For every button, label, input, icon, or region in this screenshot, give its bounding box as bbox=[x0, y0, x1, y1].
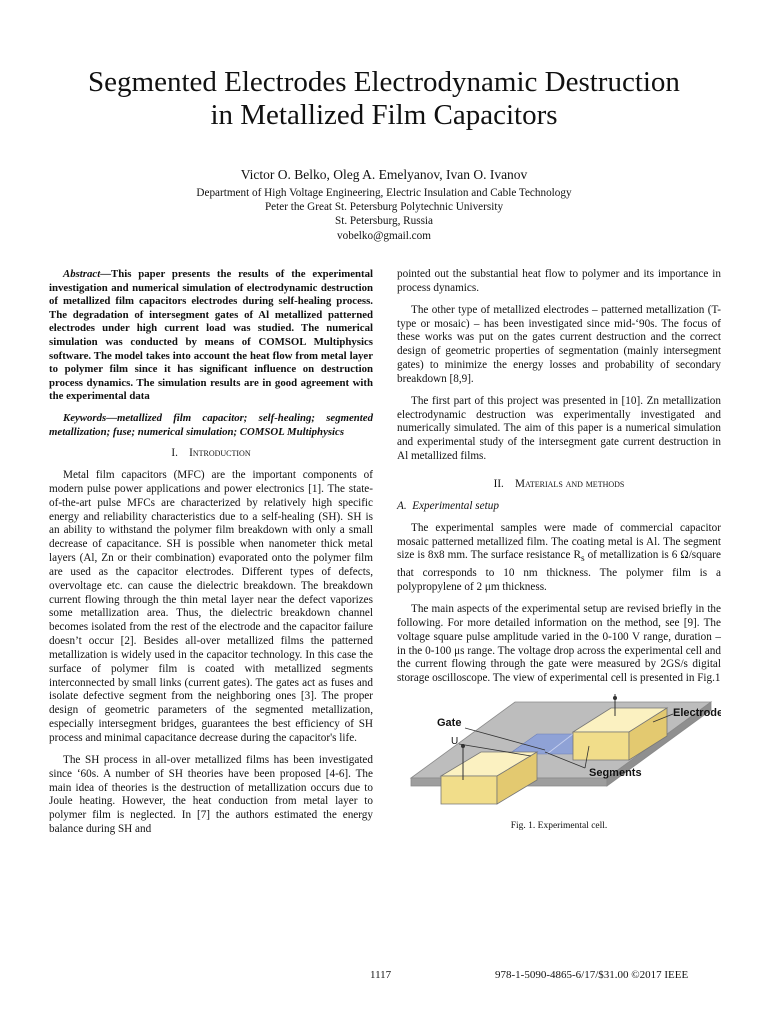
right-column bbox=[397, 268, 721, 842]
section-1-number: I. bbox=[171, 447, 178, 460]
section-2-paragraph-2: The main aspects of the experimental setup are revised briefly in the following. For more detailed information on the method, see [9]. The voltage square pulse amplitude varied in the 0-100 V range, duration – in the 0-100 μs range. The voltage drop across the experimental cell and the current flowing through the gate were measured by 2GS/s digital storage oscilloscope. The view of experimental cell is presented in Fig.1 bbox=[397, 603, 721, 685]
abstract-text: —This paper presents the results of the experimental investigation and numerical simulation of electrodynamic destruction of metallized film capacitors electrodes during self-healing process. The degradation of intersegment gates of Al metallized patterned electrodes under high current load was studied. The numerical simulation was conducted by means of COMSOL Multiphysics software. The model takes into account the heat flow from metal layer to polymer film since it has significant influence on destruction process dynamics. The simulation results are in good agreement with the experimental data bbox=[49, 268, 373, 403]
abstract-label: Abstract bbox=[63, 268, 101, 280]
section-2-paragraph-1 bbox=[397, 522, 721, 595]
gate-label: Gate bbox=[437, 717, 462, 730]
section-1-paragraph-5: The first part of this project was presented in [10]. Zn metallization electrodynamic destruction was experimentally investigated and numerically simulated. The aim of this paper is a numerical simulation and experimental study of the intersegment gate current destruction in Al metallized films. bbox=[397, 394, 721, 463]
affiliation-univ: Peter the Great St. Petersburg Polytechnic University bbox=[264, 201, 504, 214]
section-1-paragraph-2: The SH process in all-over metallized films has been investigated since ‘60s. A number of SH theories have been proposed [4-6]. The main idea of theories is the destruction of metallization occurs due to Joule heating. However, the heat conduction from metal layer to polymer film is neglected. In [7] the authors estimated the energy balance during SH and bbox=[49, 753, 373, 836]
subsection-a-heading bbox=[397, 500, 721, 514]
subsection-a-title: Experimental setup bbox=[412, 499, 499, 512]
left-column bbox=[49, 268, 373, 845]
section-1-paragraph-4: The other type of metallized electrodes – patterned metallization (T-type or mosaic) – has been investigated since mid-‘90s. The focus of these works was put on the gates current destruction and the correct design of geometric properties of segmentation (mainly intersegment gates) to minimize the energy losses and probability of secondary breakdown [8,9]. bbox=[397, 303, 721, 385]
affiliation bbox=[0, 186, 768, 243]
section-2-paragraph-1b: of metallization is 6 Ω/square that corresponds to 10 nm thickness. The polymer film is a polypropylene of 2 μm thickness. bbox=[397, 549, 722, 594]
u-label: U bbox=[451, 736, 459, 748]
experimental-cell-diagram bbox=[397, 694, 721, 820]
affiliation-city: St. Petersburg, Russia bbox=[335, 215, 433, 228]
keywords: Keywords—metallized film capacitor; self-healing; segmented metallization; fuse; numerical simulation; COMSOL Multiphysics bbox=[49, 411, 373, 438]
section-2-paragraph-1a: The experimental samples were made of commercial capacitor mosaic patterned metallized film. The coating metal is Al. The segment size is 8x8 mm. The surface resistance R bbox=[397, 521, 721, 562]
left-electrode-front bbox=[441, 776, 497, 804]
section-1-paragraph-1: Metal film capacitors (MFC) are the important components of modern pulse power applications and power electronics [1]. The state-of-the-art pulse MFCs are characterized by relatively high specific energy and reliability characteristics due to a self-healing (SH). SH is an ability to withstand the polymer film breakdown with only a small decrease of capacitance. SH is possible when nanometer thick metal layers (Al, Zn or their combination) evaporated onto the polymer film are used as the capacitor electrodes. Different types of defects, overvoltage etc. can cause the dielectric breakdown. The breakdown current flowing through the thin metal layer near the defect vaporizes some metallization area. Thus, the dielectric breakdown channel becomes isolated from the rest of the electrode and the capacitor failure doesn’t occur [2]. Besides all-over metallized films the patterned metallization is widely used in the capacitor technology. In this case the surface of polymer film is coated with metallized segments interconnected by small links (current gates). The gates act as fuses and isolate defective segment from the neighboring ones [3]. The proper design of geometric parameters of the segmented metallization, especially intersegment bridges, guarantees the best efficiency of SH process and minimal capacitance decrease during the capacitor's life. bbox=[49, 468, 373, 744]
section-2-number: II. bbox=[493, 477, 504, 490]
affiliation-dept: Department of High Voltage Engineering, Electric Insulation and Cable Technology bbox=[196, 187, 572, 199]
page-number: 1117 bbox=[370, 969, 392, 981]
section-1-heading bbox=[49, 447, 373, 461]
subsection-a-label: A. bbox=[397, 499, 407, 512]
right-contact-tip bbox=[613, 696, 617, 700]
resistance-subscript: s bbox=[580, 554, 585, 565]
section-1-title: Introduction bbox=[189, 447, 251, 460]
section-2-title: Materials and methods bbox=[515, 477, 625, 490]
authors: Victor O. Belko, Oleg A. Emelyanov, Ivan O. Ivanov bbox=[240, 167, 528, 182]
segments-label: Segments bbox=[589, 767, 642, 780]
section-1-paragraph-3: pointed out the substantial heat flow to polymer and its importance in process dynamics. bbox=[397, 268, 721, 294]
title-line-2: in Metallized Film Capacitors bbox=[210, 99, 558, 131]
figure-1 bbox=[397, 694, 721, 820]
ieee-copyright: 978-1-5090-4865-6/17/$31.00 ©2017 IEEE bbox=[495, 969, 689, 981]
figure-1-caption: Fig. 1. Experimental cell. bbox=[510, 821, 608, 832]
title-line-1: Segmented Electrodes Electrodynamic Destruction bbox=[88, 66, 680, 98]
right-electrode-front bbox=[573, 732, 629, 760]
affiliation-email: vobelko@gmail.com bbox=[337, 229, 431, 242]
paper-title bbox=[0, 66, 768, 132]
electrode-label: Electrode bbox=[673, 707, 721, 720]
section-2-heading bbox=[397, 478, 721, 492]
abstract bbox=[49, 268, 373, 404]
